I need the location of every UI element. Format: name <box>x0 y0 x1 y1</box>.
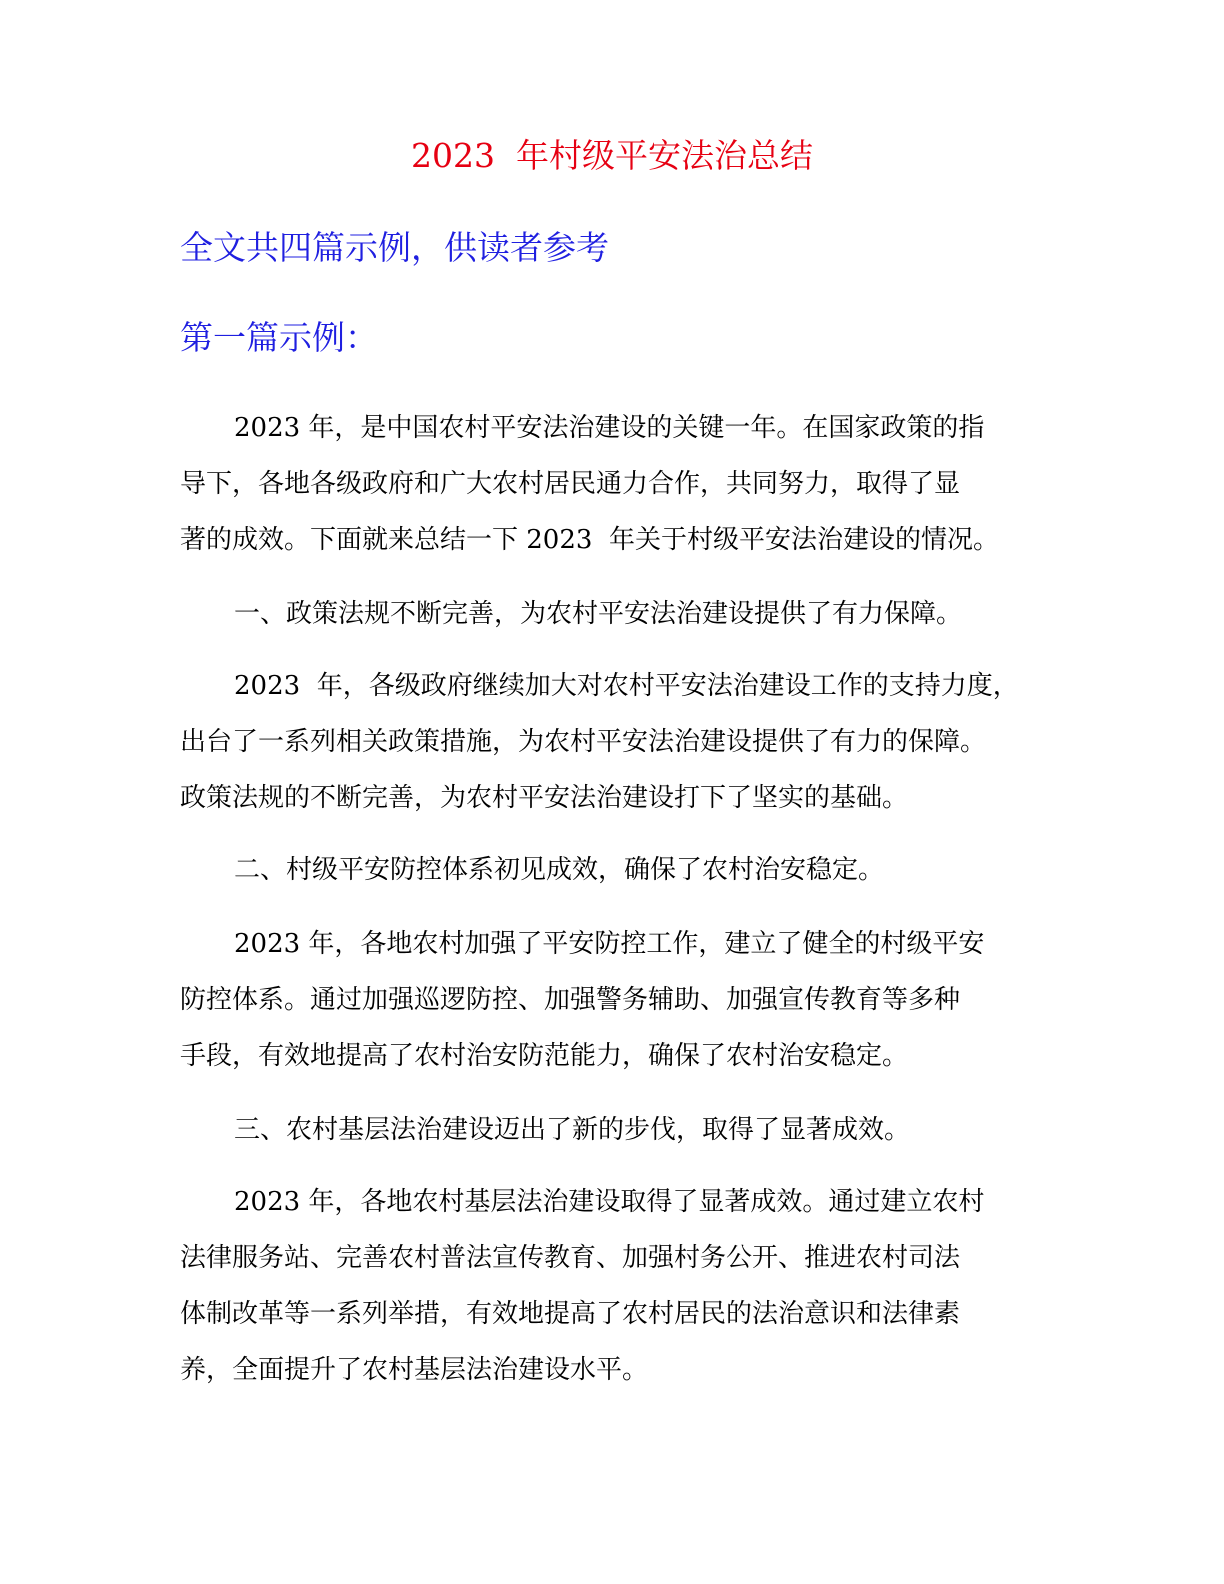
paragraph-line: 2023 年，是中国农村平安法治建设的关键一年。在国家政策的指 <box>234 413 985 443</box>
paragraph-line: 防控体系。通过加强巡逻防控、加强警务辅助、加强宣传教育等多种 <box>180 985 961 1015</box>
point-heading-line: 一、政策法规不断完善，为农村平安法治建设提供了有力保障。 <box>234 599 963 629</box>
paragraph-line: 2023 年，各地农村基层法治建设取得了显著成效。通过建立农村 <box>234 1187 985 1217</box>
section-heading: 第一篇示例： <box>180 318 378 357</box>
paragraph-line: 导下，各地各级政府和广大农村居民通力合作，共同努力，取得了显 <box>180 469 961 499</box>
point-heading-1 <box>180 586 1050 642</box>
paragraph-intro <box>180 400 1050 568</box>
paragraph-line: 政策法规的不断完善，为农村平安法治建设打下了坚实的基础。 <box>180 783 909 813</box>
paragraph-line: 2023 年，各级政府继续加大对农村平安法治建设工作的支持力度， <box>234 671 1019 701</box>
paragraph-line: 出台了一系列相关政策措施，为农村平安法治建设提供了有力的保障。 <box>180 727 987 757</box>
paragraph-point-1 <box>180 658 1050 826</box>
paragraph-line: 法律服务站、完善农村普法宣传教育、加强村务公开、推进农村司法 <box>180 1243 961 1273</box>
paragraph-line: 体制改革等一系列举措，有效地提高了农村居民的法治意识和法律素 <box>180 1299 961 1329</box>
paragraph-line: 养，全面提升了农村基层法治建设水平。 <box>180 1355 649 1385</box>
paragraph-line: 手段，有效地提高了农村治安防范能力，确保了农村治安稳定。 <box>180 1041 909 1071</box>
document-title: 2023 年村级平安法治总结 <box>411 136 813 175</box>
paragraph-point-3 <box>180 1174 1050 1398</box>
paragraph-line: 2023 年，各地农村加强了平安防控工作，建立了健全的村级平安 <box>234 929 985 959</box>
point-heading-line: 三、农村基层法治建设迈出了新的步伐，取得了显著成效。 <box>234 1115 911 1145</box>
point-heading-line: 二、村级平安防控体系初见成效，确保了农村治安稳定。 <box>234 855 885 885</box>
point-heading-3 <box>180 1102 1050 1158</box>
intro-heading: 全文共四篇示例，供读者参考 <box>180 228 609 267</box>
paragraph-line: 著的成效。下面就来总结一下 2023 年关于村级平安法治建设的情况。 <box>180 525 999 555</box>
paragraph-point-2 <box>180 916 1050 1084</box>
point-heading-2 <box>180 842 1050 898</box>
